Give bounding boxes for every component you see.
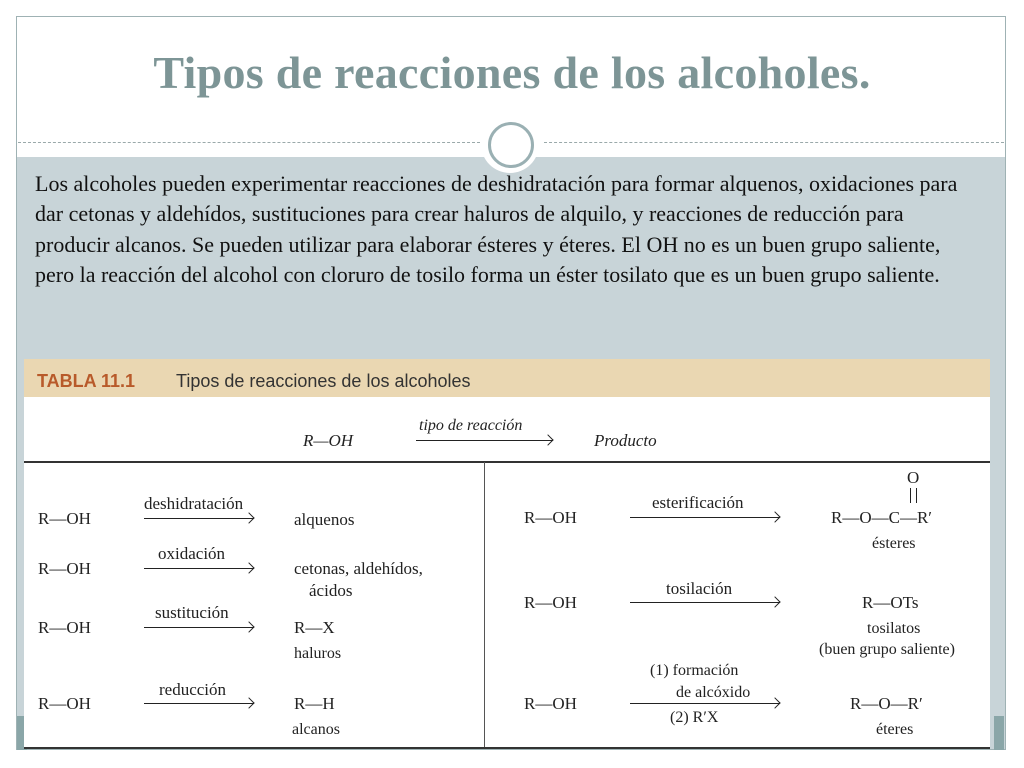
table-rule-top (24, 461, 990, 463)
double-bond-icon (910, 488, 917, 503)
row-product: R—H (294, 694, 335, 713)
table-number: TABLA 11.1 (37, 371, 136, 391)
reaction-arrow-icon (630, 513, 780, 523)
row-product-note: tosilatos (867, 620, 921, 637)
reaction-arrow-icon (144, 564, 254, 574)
row-product: R—O—R′ (850, 694, 923, 713)
row-reactant: R—OH (524, 694, 577, 713)
row-reaction-reagent: (2) R′X (670, 709, 719, 726)
row-product-note: éteres (876, 721, 914, 738)
table-caption-bar (24, 359, 990, 397)
row-product: R—O—C—R′ (831, 508, 933, 527)
row-product-note: haluros (294, 645, 342, 662)
carbonyl-oxygen: O (907, 468, 920, 487)
table-rule-bottom (24, 747, 990, 749)
reaction-arrow-icon (630, 598, 780, 608)
slide-title: Tipos de reacciones de los alcoholes. (153, 47, 871, 98)
corner-accent-right (994, 716, 1004, 750)
row-product-note: ácidos (309, 581, 353, 600)
divider-ring-icon (488, 122, 534, 168)
row-reactant: R—OH (38, 509, 91, 528)
row-reactant: R—OH (38, 559, 91, 578)
row-reaction: oxidación (158, 544, 226, 563)
reaction-arrow-icon (630, 699, 780, 709)
row-product-note-2: (buen grupo saliente) (819, 641, 955, 658)
title-divider-right (544, 142, 1004, 143)
row-reactant: R—OH (524, 508, 577, 527)
row-product-note: ésteres (872, 535, 916, 552)
header-arrow-icon (416, 436, 553, 446)
row-product: R—X (294, 618, 335, 637)
row-reactant: R—OH (524, 593, 577, 612)
row-reaction: esterificación (652, 493, 744, 512)
row-reactant: R—OH (38, 618, 91, 637)
reaction-arrow-icon (144, 623, 254, 633)
header-reactant: R—OH (303, 431, 354, 450)
row-reactant: R—OH (38, 694, 91, 713)
row-product: R—OTs (862, 593, 919, 612)
row-reaction: sustitución (155, 603, 229, 622)
header-product: Producto (594, 431, 657, 450)
title-divider-left (18, 142, 480, 143)
row-reaction: reducción (159, 680, 227, 699)
row-reaction: tosilación (666, 579, 733, 598)
body-paragraph: Los alcoholes pueden experimentar reacciones de deshidratación para formar alquenos, oxidaciones para dar cetonas y aldehídos, sustituciones para crear haluros de alquilo, y reacciones de reducción para producir alcanos. Se pueden utilizar para elaborar ésteres y éteres. El OH no es un buen grupo saliente, pero la reacción del alcohol con cloruro de tosilo forma un éster tosilato que es un buen grupo saliente. (35, 171, 958, 288)
reactions-table (24, 359, 990, 749)
row-product: alquenos (294, 510, 355, 529)
reaction-arrow-icon (144, 699, 254, 709)
row-product-note: alcanos (292, 721, 340, 738)
reaction-arrow-icon (144, 514, 254, 524)
row-reaction-line-1: (1) formación (650, 662, 739, 679)
row-product: cetonas, aldehídos, (294, 559, 423, 578)
row-reaction-line-2: de alcóxido (676, 684, 751, 701)
header-reaction-type: tipo de reacción (419, 417, 523, 434)
table-caption: Tipos de reacciones de los alcoholes (176, 371, 471, 391)
table-column-divider (484, 462, 485, 748)
row-reaction: deshidratación (144, 494, 244, 513)
